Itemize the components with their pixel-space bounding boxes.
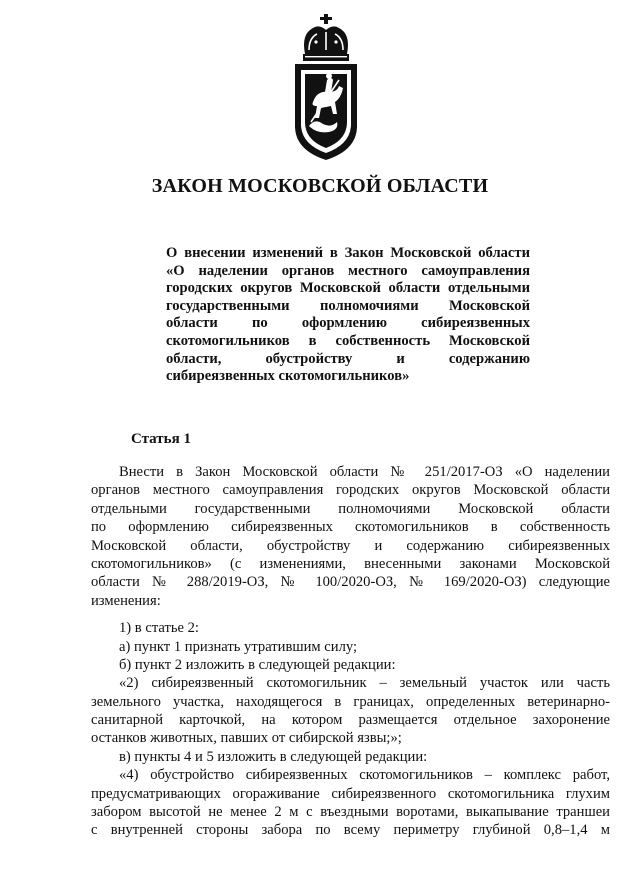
body-line: отдельными государственными полномочиями Московской области	[91, 500, 610, 517]
body-line: области № 288/2019-ОЗ, № 100/2020-ОЗ, № 169/2020-ОЗ) следующие	[91, 574, 610, 591]
subject-line: скотомогильников в собственность Московской	[166, 332, 530, 349]
body-line: останков животных, павших от сибирской язвы;»;	[91, 730, 402, 747]
body-line: санитарной карточкой, на котором размещается отдельное захоронение	[91, 712, 610, 729]
body-line: изменения:	[91, 592, 161, 609]
body-line: с внутренней стороны забора по всему периметру глубиной 0,8–1,4 м	[91, 822, 610, 839]
subject-line: государственными полномочиями Московской	[166, 297, 530, 314]
body-line: Внести в Закон Московской области № 251/2017-ОЗ «О наделении	[119, 464, 610, 480]
subject-line: «О наделении органов местного самоуправления	[166, 262, 530, 279]
body-line: земельного участка, находящегося в границах, определенных ветеринарно-	[91, 693, 610, 710]
body-line: предусматривающих огораживание сибиреязвенного скотомогильника глухим	[91, 785, 610, 802]
article-heading: Статья 1	[131, 431, 191, 447]
body-line: «2) сибиреязвенный скотомогильник – земельный участок или часть	[119, 675, 610, 692]
body-line: в) пункты 4 и 5 изложить в следующей редакции:	[119, 748, 428, 765]
subject-line: сибиреязвенных скотомогильников»	[166, 368, 410, 385]
body-line: органов местного самоуправления городских округов Московской области	[91, 482, 610, 499]
subject-line: городских округов Московской области отдельными	[166, 280, 530, 297]
body-line: по оформлению сибиреязвенных скотомогильников в собственность	[91, 519, 610, 536]
article-body	[91, 463, 610, 840]
body-line: а) пункт 1 признать утратившим силу;	[119, 638, 358, 655]
subject-line: области по оформлению сибиреязвенных	[166, 315, 530, 332]
body-line: Московской области, обустройству и содержанию сибиреязвенных	[91, 537, 610, 554]
body-line: скотомогильников» (с изменениями, внесенными законами Московской	[91, 555, 610, 572]
document-title: ЗАКОН МОСКОВСКОЙ ОБЛАСТИ	[151, 175, 489, 197]
law-subject	[166, 245, 530, 386]
body-line: забором высотой не менее 2 м с въездными воротами, выкапывание траншеи	[91, 804, 610, 821]
body-line: «4) обустройство сибиреязвенных скотомогильников – комплекс работ,	[119, 767, 610, 784]
body-line: б) пункт 2 изложить в следующей редакции:	[119, 656, 396, 673]
subject-line: О внесении изменений в Закон Московской области	[166, 245, 530, 261]
subject-line: области, обустройству и содержанию	[166, 350, 530, 367]
coat-of-arms-icon	[291, 14, 361, 162]
body-line: 1) в статье 2:	[119, 620, 199, 637]
